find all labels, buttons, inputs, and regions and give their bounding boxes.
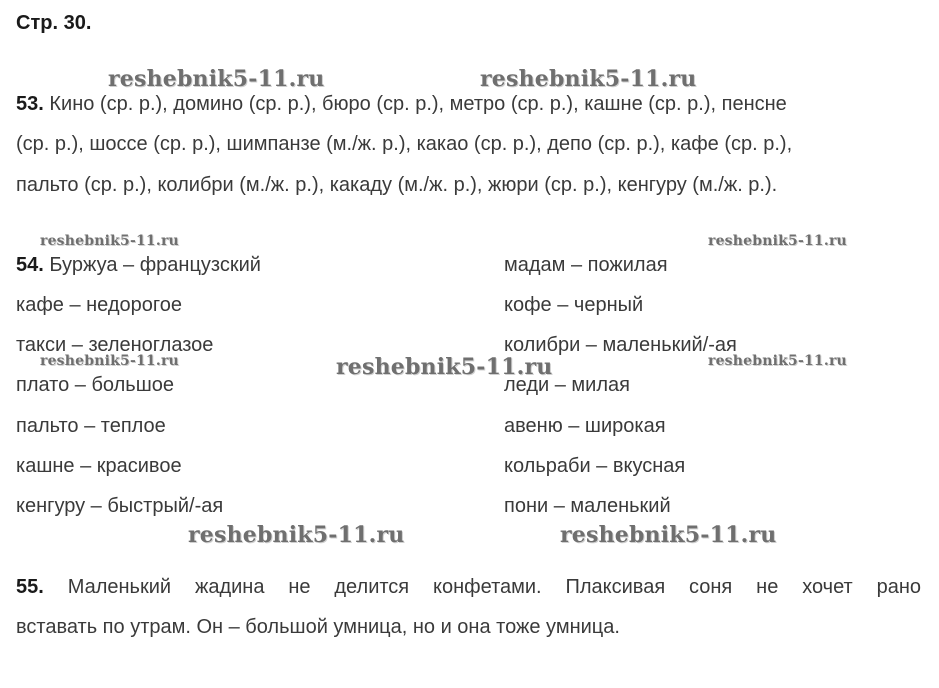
- ex54-right-item: леди – милая: [504, 374, 630, 396]
- ex54-right-item: кофе – черный: [504, 294, 644, 316]
- exercise-number: 54.: [16, 254, 44, 276]
- ex54-right-item: пони – маленький: [504, 495, 671, 517]
- page-title: Стр. 30.: [16, 12, 92, 34]
- ex54-left-item: такси – зеленоглазое: [16, 334, 214, 356]
- ex55-line-1: [16, 575, 921, 599]
- ex55-line-2: вставать по утрам. Он – большой умница, но и она тоже умница.: [16, 616, 620, 638]
- watermark: reshebnik5-11.ru: [188, 522, 405, 548]
- ex53-line-1: [16, 92, 787, 116]
- ex54-right-item: мадам – пожилая: [504, 254, 668, 276]
- ex55-text: Маленький жадина не делится конфетами. Плаксивая соня не хочет рано: [67, 576, 921, 598]
- exercise-number: 55.: [16, 576, 44, 598]
- exercise-number: 53.: [16, 93, 44, 115]
- watermark: reshebnik5-11.ru: [560, 522, 777, 548]
- ex53-text: Кино (ср. р.), домино (ср. р.), бюро (ср. р.), метро (ср. р.), кашне (ср. р.), пенсне: [49, 93, 787, 115]
- ex54-right-item: кольраби – вкусная: [504, 455, 686, 477]
- ex53-line-3: пальто (ср. р.), колибри (м./ж. р.), какаду (м./ж. р.), жюри (ср. р.), кенгуру (м./ж. р.).: [16, 174, 778, 196]
- ex53-line-2: (ср. р.), шоссе (ср. р.), шимпанзе (м./ж. р.), какао (ср. р.), депо (ср. р.), кафе (ср. р.),: [16, 133, 793, 155]
- ex54-left-text: Буржуа – французский: [49, 254, 261, 276]
- ex54-left-item: [16, 253, 261, 277]
- ex54-right-item: колибри – маленький/-ая: [504, 334, 737, 356]
- watermark: reshebnik5-11.ru: [40, 353, 179, 369]
- ex54-left-item: кенгуру – быстрый/-ая: [16, 495, 224, 517]
- watermark: reshebnik5-11.ru: [336, 354, 553, 380]
- watermark: reshebnik5-11.ru: [708, 233, 847, 249]
- watermark: reshebnik5-11.ru: [480, 66, 697, 92]
- ex54-left-item: кашне – красивое: [16, 455, 182, 477]
- ex54-left-item: пальто – теплое: [16, 415, 166, 437]
- ex54-left-item: плато – большое: [16, 374, 174, 396]
- ex54-left-item: кафе – недорогое: [16, 294, 182, 316]
- ex54-right-item: авеню – широкая: [504, 415, 666, 437]
- watermark: reshebnik5-11.ru: [708, 353, 847, 369]
- watermark: reshebnik5-11.ru: [108, 66, 325, 92]
- watermark: reshebnik5-11.ru: [40, 233, 179, 249]
